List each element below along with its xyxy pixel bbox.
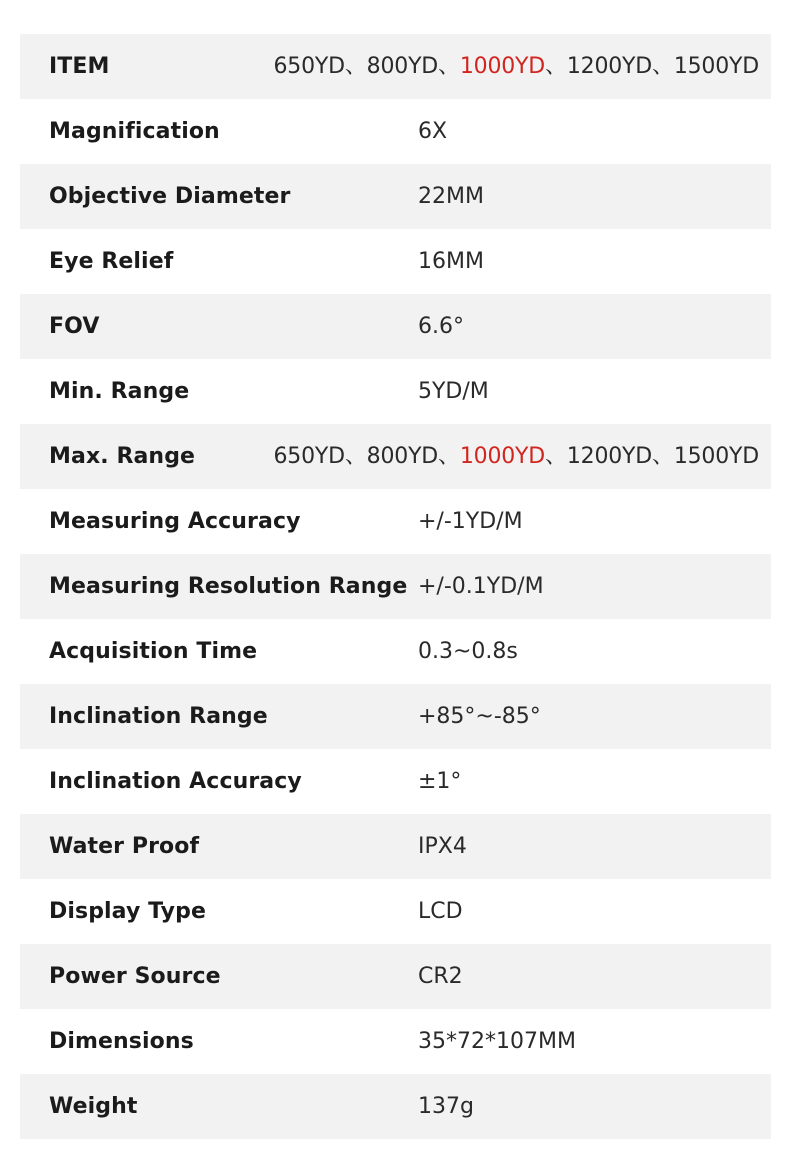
- option-separator: 、: [545, 444, 567, 469]
- spec-row: [20, 424, 771, 489]
- spec-value: 16MM: [418, 249, 484, 274]
- spec-row: [20, 944, 771, 1009]
- spec-label: Power Source: [49, 964, 221, 989]
- spec-label: Inclination Accuracy: [49, 769, 302, 794]
- spec-table: [20, 34, 771, 1139]
- spec-row: [20, 99, 771, 164]
- spec-label: Inclination Range: [49, 704, 268, 729]
- spec-label: Water Proof: [49, 834, 200, 859]
- range-option: 1500YD: [673, 54, 759, 79]
- range-option: 800YD: [366, 444, 439, 469]
- spec-row: [20, 814, 771, 879]
- spec-row: [20, 749, 771, 814]
- option-separator: 、: [652, 54, 674, 79]
- option-separator: 、: [545, 54, 567, 79]
- spec-label: Max. Range: [49, 444, 196, 469]
- spec-label: Measuring Accuracy: [49, 509, 301, 534]
- option-separator: 、: [652, 444, 674, 469]
- spec-row: [20, 619, 771, 684]
- spec-value-options: [273, 424, 759, 489]
- spec-row: [20, 554, 771, 619]
- spec-value: 137g: [418, 1094, 474, 1119]
- spec-label: Display Type: [49, 899, 206, 924]
- spec-row: [20, 164, 771, 229]
- option-separator: 、: [344, 54, 367, 79]
- spec-label: Eye Relief: [49, 249, 174, 274]
- spec-row: [20, 684, 771, 749]
- spec-value: 6.6°: [418, 314, 464, 339]
- spec-row: [20, 1009, 771, 1074]
- spec-row: [20, 229, 771, 294]
- range-option: 650YD: [273, 444, 345, 469]
- spec-value: 35*72*107MM: [418, 1029, 576, 1054]
- spec-value-options: [273, 34, 759, 99]
- spec-value: CR2: [418, 964, 463, 989]
- range-option: 1000YD: [459, 54, 546, 79]
- range-option: 1200YD: [566, 444, 653, 469]
- spec-value: 0.3~0.8s: [418, 639, 518, 664]
- spec-value: 6X: [418, 119, 448, 144]
- spec-label: FOV: [49, 314, 100, 339]
- spec-row: [20, 489, 771, 554]
- spec-value: +85°~-85°: [418, 704, 541, 729]
- spec-label: Min. Range: [49, 379, 190, 404]
- spec-value: 22MM: [418, 184, 484, 209]
- spec-label: Acquisition Time: [49, 639, 258, 664]
- spec-value: ±1°: [418, 769, 462, 794]
- spec-row: [20, 359, 771, 424]
- spec-value: 5YD/M: [418, 379, 489, 404]
- option-separator: 、: [344, 444, 367, 469]
- spec-label: Objective Diameter: [49, 184, 291, 209]
- spec-row: [20, 1074, 771, 1139]
- spec-value: +/-0.1YD/M: [418, 574, 544, 599]
- range-option: 1500YD: [673, 444, 759, 469]
- spec-value: IPX4: [418, 834, 467, 859]
- option-separator: 、: [438, 54, 460, 79]
- spec-row: [20, 34, 771, 99]
- spec-value: +/-1YD/M: [418, 509, 523, 534]
- spec-row: [20, 879, 771, 944]
- spec-label: Dimensions: [49, 1029, 194, 1054]
- range-option: 1000YD: [459, 444, 546, 469]
- range-option: 650YD: [273, 54, 345, 79]
- spec-label: ITEM: [49, 54, 110, 79]
- range-option: 1200YD: [566, 54, 653, 79]
- spec-label: Magnification: [49, 119, 220, 144]
- range-option: 800YD: [366, 54, 439, 79]
- spec-label: Measuring Resolution Range: [49, 574, 408, 599]
- spec-row: [20, 294, 771, 359]
- spec-label: Weight: [49, 1094, 138, 1119]
- spec-value: LCD: [418, 899, 463, 924]
- option-separator: 、: [438, 444, 460, 469]
